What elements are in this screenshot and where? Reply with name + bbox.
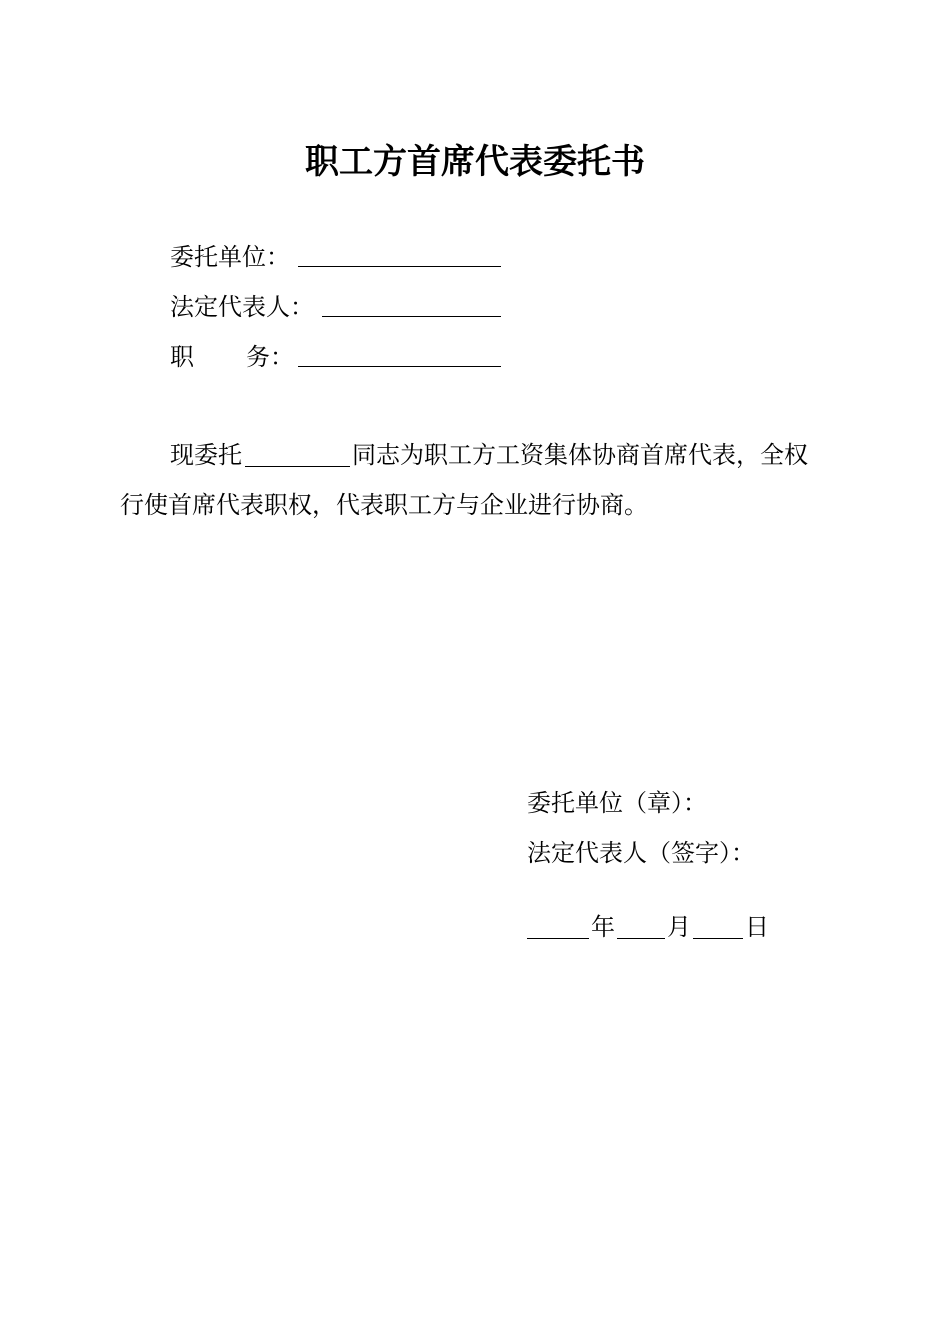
document-title: 职工方首席代表委托书 bbox=[305, 142, 645, 182]
position-label-part2: 务： bbox=[246, 343, 294, 371]
unit-blank[interactable] bbox=[298, 266, 501, 267]
unit-label: 委托单位： bbox=[170, 243, 290, 271]
body-line1-prefix: 现委托 bbox=[170, 441, 242, 469]
legal-rep-sign-label: 法定代表人（签字）： bbox=[527, 839, 755, 867]
delegate-name-blank[interactable] bbox=[245, 466, 350, 467]
year-label: 年 bbox=[591, 913, 615, 941]
legal-rep-label: 法定代表人： bbox=[170, 293, 314, 321]
body-line1-suffix: 同志为职工方工资集体协商首席代表，全权 bbox=[352, 441, 808, 469]
day-label: 日 bbox=[745, 913, 769, 941]
legal-rep-blank[interactable] bbox=[322, 316, 501, 317]
month-blank[interactable] bbox=[617, 938, 665, 939]
day-blank[interactable] bbox=[693, 938, 743, 939]
month-label: 月 bbox=[667, 913, 691, 941]
year-blank[interactable] bbox=[527, 938, 589, 939]
unit-seal-label: 委托单位（章）： bbox=[527, 789, 707, 817]
position-blank[interactable] bbox=[298, 366, 501, 367]
position-label-part1: 职 bbox=[170, 343, 194, 371]
body-line2: 行使首席代表职权，代表职工方与企业进行协商。 bbox=[120, 491, 648, 519]
